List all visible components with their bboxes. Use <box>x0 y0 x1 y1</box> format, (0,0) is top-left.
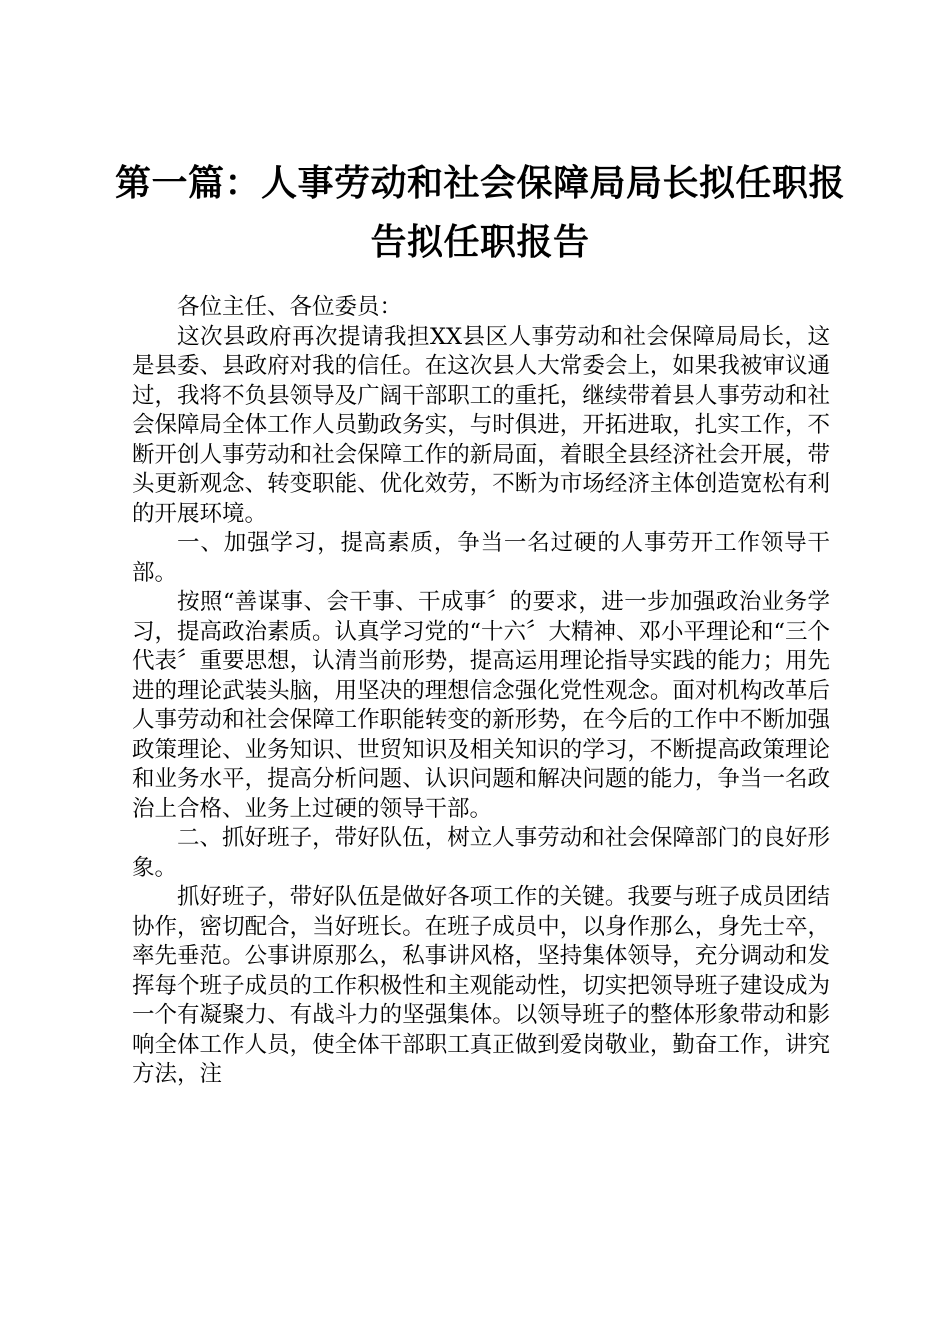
document-title-line-1: 第一篇：人事劳动和社会保障局局长拟任职报 <box>114 162 845 204</box>
document-title-line-2: 告拟任职报告 <box>370 221 590 263</box>
section-2-paragraph: 抓好班子，带好队伍是做好各项工作的关键。我要与班子成员团结协作，密切配合，当好班长。在班子成员中，以身作那么，身先士卒，率先垂范。公事讲原那么，私事讲风格，坚持集体领导，充分调动和发挥每个班子成员的工作积极性和主观能动性，切实把领导班子建设成为一个有凝聚力、有战斗力的坚强集体。以领导班子的整体形象带动和影响全体工作人员，使全体干部职工真正做到爱岗敬业，勤奋工作，讲究方法，注 <box>132 884 830 1087</box>
salutation-paragraph: 各位主任、各位委员： <box>177 294 403 320</box>
intro-paragraph: 这次县政府再次提请我担XX县区人事劳动和社会保障局局长，这是县委、县政府对我的信任。在这次县人大常委会上，如果我被审议通过，我将不负县领导及广阔干部职工的重托，继续带着县人事劳动和社会保障局全体工作人员勤政务实，与时俱进，开拓进取，扎实工作，不断开创人事劳动和社会保障工作的新局面，着眼全县经济社会开展，带头更新观念、转变职能、优化效劳，不断为市场经济主体创造宽松有利的开展环境。 <box>132 323 830 527</box>
section-heading-1: 一、加强学习，提高素质，争当一名过硬的人事劳开工作领导干部。 <box>132 530 830 586</box>
document-body <box>132 293 830 1090</box>
section-heading-2: 二、抓好班子，带好队伍，树立人事劳动和社会保障部门的良好形象。 <box>132 825 830 881</box>
section-1-paragraph: 按照“善谋事、会干事、干成事〞的要求，进一步加强政治业务学习，提高政治素质。认真学习党的“十六〞大精神、邓小平理论和“三个代表〞重要思想，认清当前形势，提高运用理论指导实践的能力；用先进的理论武装头脑，用坚决的理想信念强化党性观念。面对机构改革后人事劳动和社会保障工作职能转变的新形势，在今后的工作中不断加强政策理论、业务知识、世贸知识及相关知识的学习，不断提高政策理论和业务水平，提高分析问题、认识问题和解决问题的能力，争当一名政治上合格、业务上过硬的领导干部。 <box>132 589 831 822</box>
